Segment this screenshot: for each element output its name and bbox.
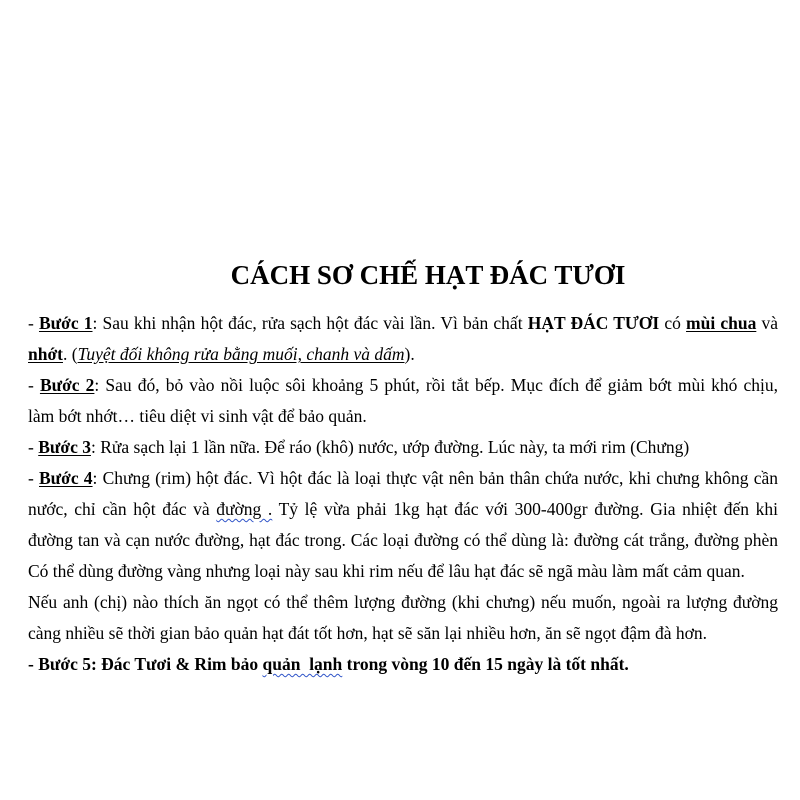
step-4-line-5 bbox=[28, 587, 778, 618]
grammar-flagged-text: đường . bbox=[216, 499, 273, 519]
step-3-line-1 bbox=[28, 432, 778, 463]
step-2-dash: - bbox=[28, 375, 40, 395]
product-name: HẠT ĐÁC TƯƠI bbox=[527, 313, 660, 333]
step-5-text-start: Bước 5: Đác Tươi & Rim bảo bbox=[38, 654, 263, 674]
step-5-text-end: trong vòng 10 đến 15 ngày là tốt nhất. bbox=[342, 654, 629, 674]
step-4-line-3 bbox=[28, 525, 778, 556]
washing-warning: Tuyệt đối không rửa bằng muối, chanh và dấm bbox=[77, 344, 405, 364]
document-title: CÁCH SƠ CHẾ HẠT ĐÁC TƯƠI bbox=[230, 260, 626, 290]
texture-highlight: nhớt bbox=[28, 344, 63, 364]
step-4-line-6 bbox=[28, 618, 778, 649]
step-4-line-2-end: Tỷ lệ vừa phải 1kg hạt đác với 300-400gr đường. Gia nhiệt đến khi bbox=[272, 499, 778, 519]
step-4-line-4-text: Có thể dùng đường vàng nhưng loại này sau khi rim nếu để lâu hạt đác sẽ ngã màu làm mất cảm quan. bbox=[28, 561, 745, 581]
step-1-connector: có bbox=[659, 313, 687, 333]
step-4-line-4 bbox=[28, 556, 778, 587]
step-4-dash: - bbox=[28, 468, 39, 488]
step-4-line-2-start: nước, chỉ cần hột đác và bbox=[28, 499, 217, 519]
step-2-line-2 bbox=[28, 401, 778, 432]
step-1-dash: - bbox=[28, 313, 39, 333]
step-2-text-continued: làm bớt nhớt… tiêu diệt vi sinh vật để bảo quản. bbox=[28, 406, 367, 426]
step-4-label: Bước 4 bbox=[39, 468, 93, 488]
step-5-dash: - bbox=[28, 654, 39, 674]
step-4-line-3-text: đường tan và cạn nước đường, hạt đác trong. Các loại đường có thể dùng là: đường cát trắng, đường phèn bbox=[28, 530, 778, 550]
step-4-line-1 bbox=[28, 463, 778, 494]
step-4-text: : Chưng (rim) hột đác. Vì hột đác là loại thực vật nên bản thân chứa nước, khi chưng không cần bbox=[92, 468, 778, 488]
step-3-label: Bước 3 bbox=[38, 437, 91, 457]
document-body bbox=[28, 308, 778, 680]
step-1-line-1 bbox=[28, 308, 778, 339]
step-1-line-2 bbox=[28, 339, 778, 370]
step-2-label: Bước 2 bbox=[39, 375, 95, 395]
step-1-text: : Sau khi nhận hột đác, rửa sạch hột đác vài lần. Vì bản chất bbox=[92, 313, 528, 333]
grammar-flagged-storage: quản lạnh bbox=[262, 654, 343, 674]
step-4-line-6-text: càng nhiều sẽ thời gian bảo quản hạt đát tốt hơn, hạt sẽ săn lại nhiều hơn, ăn sẽ ngọt đậm đà hơn. bbox=[28, 623, 708, 643]
warning-close: ). bbox=[404, 344, 415, 364]
warning-open: . ( bbox=[62, 344, 78, 364]
step-5-line-1 bbox=[28, 649, 778, 680]
taste-highlight: mùi chua bbox=[686, 313, 757, 333]
step-1-label: Bước 1 bbox=[38, 313, 93, 333]
step-4-line-2 bbox=[28, 494, 778, 525]
step-2-line-1 bbox=[28, 370, 778, 401]
step-3-text: : Rửa sạch lại 1 lần nữa. Để ráo (khô) nước, ướp đường. Lúc này, ta mới rim (Chưng) bbox=[90, 437, 690, 457]
step-3-dash: - bbox=[28, 437, 39, 457]
step-1-line-end: và bbox=[756, 313, 778, 333]
step-2-text: : Sau đó, bỏ vào nồi luộc sôi khoảng 5 phút, rồi tắt bếp. Mục đích để giảm bớt mùi khó chịu, bbox=[94, 375, 779, 395]
step-4-line-5-text: Nếu anh (chị) nào thích ăn ngọt có thể thêm lượng đường (khi chưng) nếu muốn, ngoài ra lượng đường bbox=[28, 592, 778, 612]
